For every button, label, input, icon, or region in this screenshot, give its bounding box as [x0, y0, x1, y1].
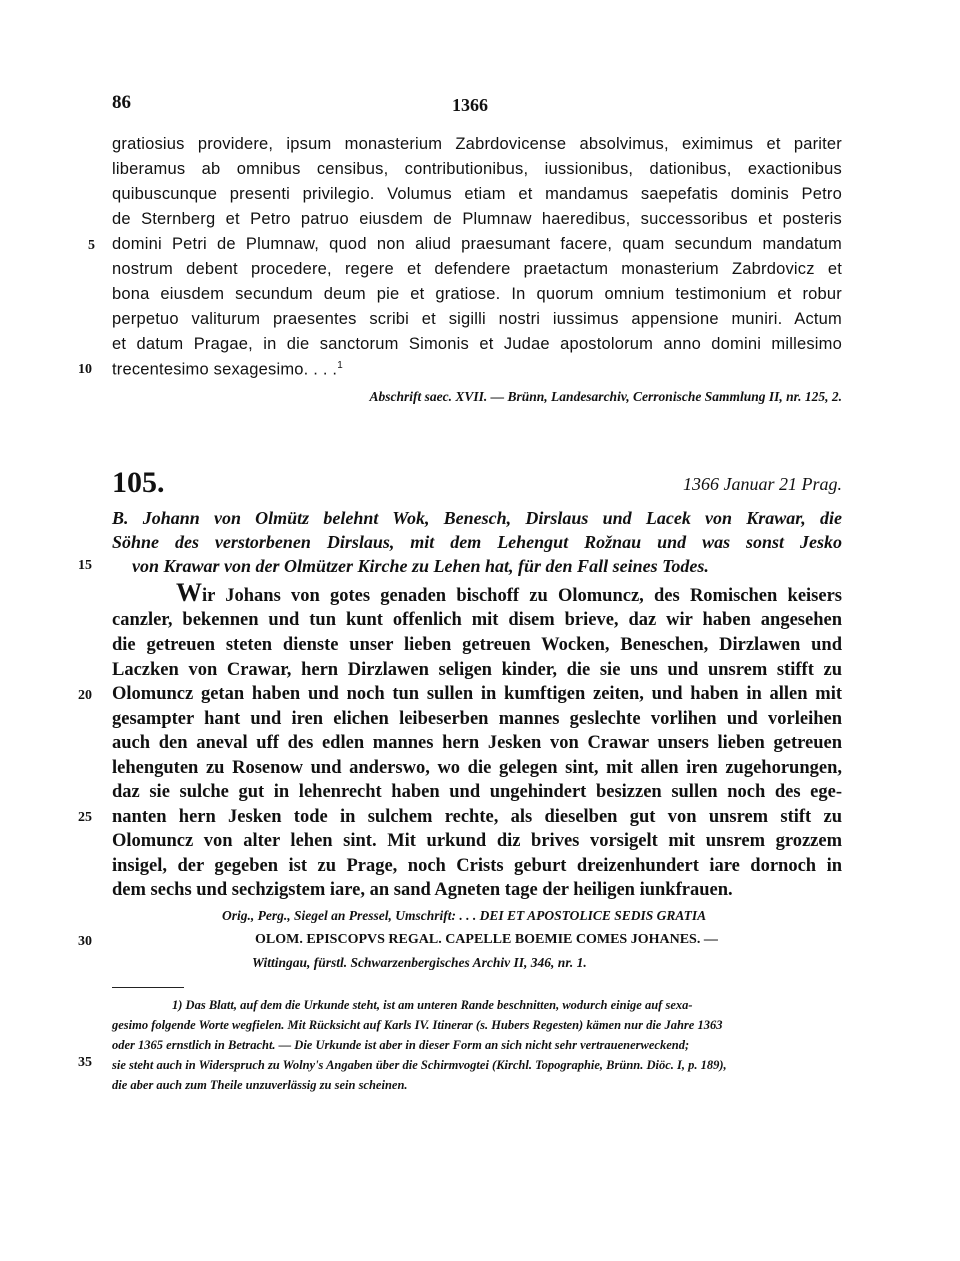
margin-line-number: 30	[78, 934, 92, 949]
margin-line-number: 15	[78, 558, 92, 573]
charter-line: nanten hern Jesken tode in sulchem rechte, als dieselben gut von unsrem stift zu	[112, 807, 842, 827]
regest-line: B. Johann von Olmütz belehnt Wok, Benesch, Dirslaus und Lacek von Krawar, die	[112, 508, 842, 528]
continuation-line: bona eiusdem secundum deum pie et gratiose. In quorum omnium testimonium et robur	[112, 285, 842, 303]
regest-line: von Krawar von der Olmützer Kirche zu Lehen hat, für den Fall seines Todes.	[132, 556, 709, 576]
continuation-line: domini Petri de Plumnaw, quod non aliud praesumant facere, quam secundum mandatum	[112, 235, 842, 253]
continuation-last-text: trecentesimo sexagesimo. . . .	[112, 360, 338, 379]
charter-line: lehenguten zu Rosenow und anderswo, wo die gelegen sint, mit allen iren zugehorungen,	[112, 758, 842, 778]
document-date: 1366 Januar 21 Prag.	[683, 474, 842, 494]
charter-line: die getreuen steten dienste unser lieben getreuen Wocken, Beneschen, Dirzlawen und	[112, 635, 842, 655]
margin-line-number: 20	[78, 688, 92, 703]
charter-line: dem sechs und sechzigstem iare, an sand Agneten tage der heiligen iunkfrauen.	[112, 880, 733, 900]
continuation-line: et datum Pragae, in die sanctorum Simonis et Judae apostolorum anno domini millesimo	[112, 335, 842, 353]
margin-line-number: 5	[88, 238, 95, 253]
margin-line-number: 35	[78, 1055, 92, 1070]
footnote-line-text: Das Blatt, auf dem die Urkunde steht, ist am unteren Rande beschnitten, wodurch einige auf sexa-	[185, 998, 693, 1012]
footnote-reference: 1	[337, 360, 343, 371]
charter-line: gesampter hant und iren elichen leibeserben mannes geslechte vorlihen und vorleihen	[112, 709, 842, 729]
continuation-line: quibuscunque presenti privilegio. Volumus etiam et mandamus saepefatis dominis Petro	[112, 185, 842, 203]
charter-line: daz sie sulche gut in lehenrecht haben und ungehindert besizzen sullen noch des ege-	[112, 782, 842, 802]
continuation-line: perpetuo valiturum praesentes scribi et sigilli nostri iussimus appensione muniri. Actum	[112, 310, 842, 328]
footnote-line: gesimo folgende Worte wegfielen. Mit Rücksicht auf Karls IV. Itinerar (s. Hubers Regesten) kämen nur die Jahre 1363	[112, 1018, 723, 1032]
continuation-source: Abschrift saec. XVII. — Brünn, Landesarchiv, Cerronische Sammlung II, nr. 125, 2.	[369, 389, 842, 404]
charter-line: Olomuncz von alter lehen sint. Mit urkund diz brives vorsigelt mit unsrem grozzem	[112, 831, 842, 851]
margin-line-number: 10	[78, 362, 92, 377]
charter-line: insigel, der gegeben ist zu Prage, noch Crists geburt dreizenhundert iare dornoch in	[112, 856, 842, 876]
continuation-line	[112, 360, 842, 380]
charter-line: auch den aneval uff des edlen mannes hern Jesken von Crawar unsers lieben getreuen	[112, 733, 842, 753]
running-header-year: 1366	[452, 95, 488, 115]
continuation-line: nostrum debent procedere, regere et defendere praetactum monasterium Zabrdovicz et	[112, 260, 842, 278]
document-source-line: OLOM. EPISCOPVS REGAL. CAPELLE BOEMIE COMES JOHANES. —	[255, 932, 718, 947]
footnote-line: sie steht auch in Widerspruch zu Wolny's Angaben über die Schirmvogtei (Kirchl. Topographie, Brünn. Diöc. I, p. 189),	[112, 1058, 727, 1072]
footnote-line: die aber auch zum Theile unzuverlässig zu sein scheinen.	[112, 1078, 408, 1092]
footnote-rule	[112, 987, 184, 988]
charter-line-text: ir Johans von gotes genaden bischoff zu Olomuncz, des Romischen keisers	[202, 586, 842, 606]
charter-line: canzler, bekennen und tun kunt offenlich mit disem brieve, daz wir haben angesehen	[112, 610, 842, 630]
document-number: 105.	[112, 466, 165, 499]
document-source-line: Orig., Perg., Siegel an Pressel, Umschrift: . . . DEI ET APOSTOLICE SEDIS GRATIA	[222, 908, 707, 923]
charter-first-line	[176, 578, 842, 608]
charter-line: Olomuncz getan haben und noch tun sullen in kumftigen zeiten, und haben in allen mit	[112, 684, 842, 704]
initial-letter: W	[176, 578, 202, 607]
continuation-line: de Sternberg et Petro patruo eiusdem de Plumnaw haeredibus, successoribus et posteris	[112, 210, 842, 228]
footnote-first-line	[172, 998, 842, 1013]
document-source-line: Wittingau, fürstl. Schwarzenbergisches Archiv II, 346, nr. 1.	[252, 955, 587, 970]
margin-line-number: 25	[78, 810, 92, 825]
regest-line: Söhne des verstorbenen Dirslaus, mit dem Lehengut Rožnau und was sonst Jesko	[112, 532, 842, 552]
footnote-line: oder 1365 ernstlich in Betracht. — Die Urkunde ist aber in dieser Form an sich nicht sehr vertrauenerweckend;	[112, 1038, 690, 1052]
footnote-marker: 1)	[172, 998, 183, 1012]
continuation-line: gratiosius providere, ipsum monasterium Zabrdovicense absolvimus, eximimus et pariter	[112, 135, 842, 153]
continuation-line: liberamus ab omnibus censibus, contributionibus, iussionibus, dationibus, exactionibus	[112, 160, 842, 178]
page-number: 86	[112, 92, 131, 113]
charter-line: Laczken von Crawar, hern Dirzlawen seligen kinder, die sie uns und unsrem stifft zu	[112, 660, 842, 680]
